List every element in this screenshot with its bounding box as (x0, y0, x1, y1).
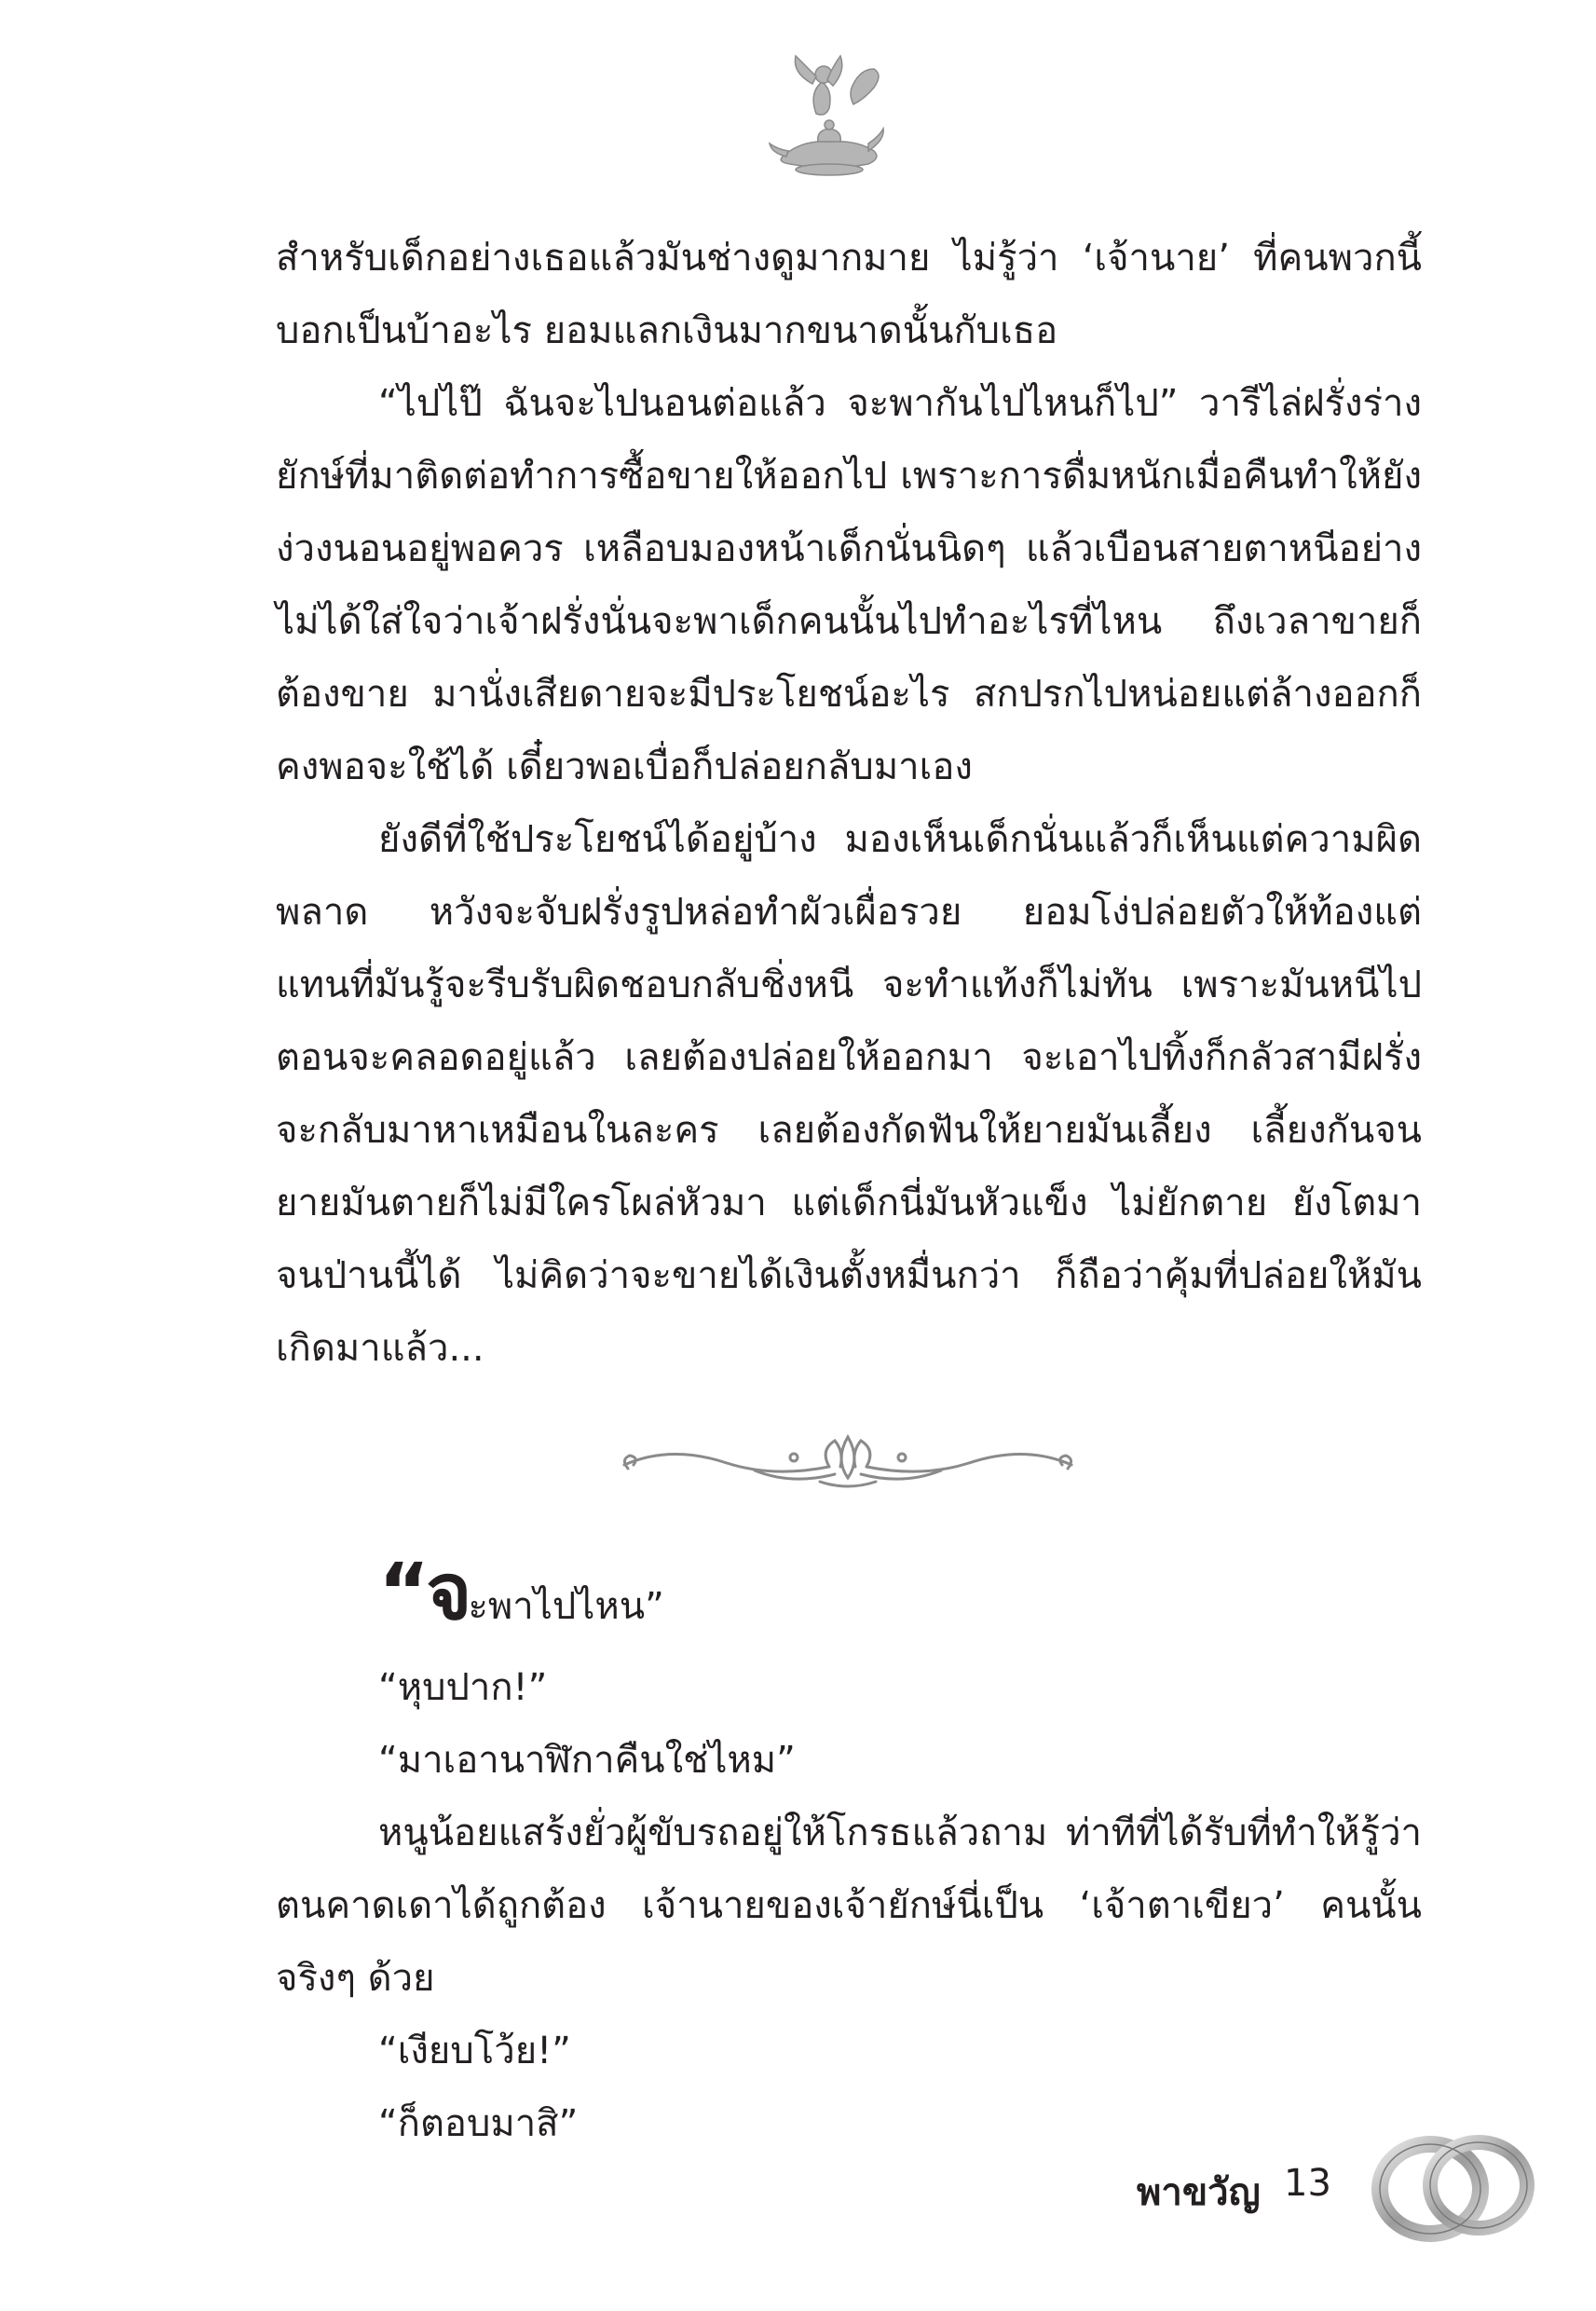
paragraph: หนูน้อยแสร้งยั่วผู้ขับรถอยู่ให้โกรธแล้วถาม ท่าทีที่ได้รับที่ทำให้รู้ว่าตนคาดเดาได้ถูกต้อง เจ้านายของเจ้ายักษ์นี่เป็น ‘เจ้าตาเขียว’ คนนั้นจริงๆ ด้วย (276, 1812, 1422, 2000)
floral-scroll-divider-icon (615, 1426, 1081, 1500)
story-text-part-2 (276, 1547, 1422, 2160)
lamp-with-cupid-icon (764, 47, 894, 186)
dialog-line: “หุบปาก!” (378, 1666, 548, 1709)
book-title: พาขวัญ (1137, 2171, 1261, 2214)
story-text-part-1 (276, 222, 1422, 1385)
page-number: 13 (1284, 2162, 1331, 2205)
dropcap-line (276, 1547, 1422, 1651)
paragraph: ยังดีที่ใช้ประโยชน์ได้อยู่บ้าง มองเห็นเด็กนั่นแล้วก็เห็นแต่ความผิดพลาด หวังจะจับฝรั่งรูปหล่อทำผัวเผื่อรวย ยอมโง่ปล่อยตัวให้ท้องแต่แทนที่มันรู้จะรีบรับผิดชอบกลับชิ่งหนี จะทำแท้งก็ไม่ทัน เพราะมันหนีไปตอนจะคลอดอยู่แล้ว เลยต้องปล่อยให้ออกมา จะเอาไปทิ้งก็กลัวสามีฝรั่งจะกลับมาหาเหมือนในละคร เลยต้องกัดฟันให้ยายมันเลี้ยง เลี้ยงกันจนยายมันตายก็ไม่มีใครโผล่หัวมา แต่เด็กนี่มันหัวแข็ง ไม่ยักตาย ยังโตมาจนป่านนี้ได้ ไม่คิดว่าจะขายได้เงินตั้งหมื่นกว่า ก็ถือว่าคุ้มที่ปล่อยให้มันเกิดมาแล้ว... (276, 818, 1422, 1370)
dialog-line: “เงียบโว้ย!” (378, 2030, 571, 2072)
wedding-rings-icon (1365, 2120, 1542, 2250)
dialog-line: “ก็ตอบมาสิ” (378, 2102, 579, 2145)
dialog-line: “มาเอานาฬิกาคืนใช่ไหม” (378, 1739, 796, 1782)
dropcap-line-rest: ะพาไปไหน” (468, 1585, 664, 1628)
paragraph: สำหรับเด็กอย่างเธอแล้วมันช่างดูมากมาย ไม่รู้ว่า ‘เจ้านาย’ ที่คนพวกนี้บอกเป็นบ้าอะไร ยอมแลกเงินมากขนาดนั้นกับเธอ (276, 237, 1422, 352)
dropcap: “จ (378, 1546, 469, 1637)
paragraph: “ไปไป๊ ฉันจะไปนอนต่อแล้ว จะพากันไปไหนก็ไป” วารีไล่ฝรั่งร่างยักษ์ที่มาติดต่อทำการซื้อขายให้ออกไป เพราะการดื่มหนักเมื่อคืนทำให้ยังง่วงนอนอยู่พอควร เหลือบมองหน้าเด็กนั่นนิดๆ แล้วเบือนสายตาหนีอย่างไม่ได้ใส่ใจว่าเจ้าฝรั่งนั่นจะพาเด็กคนนั้นไปทำอะไรที่ไหน ถึงเวลาขายก็ต้องขาย มานั่งเสียดายจะมีประโยชน์อะไร สกปรกไปหน่อยแต่ล้างออกก็คงพอจะใช้ได้ เดี๋ยวพอเบื่อก็ปล่อยกลับมาเอง (276, 382, 1422, 788)
